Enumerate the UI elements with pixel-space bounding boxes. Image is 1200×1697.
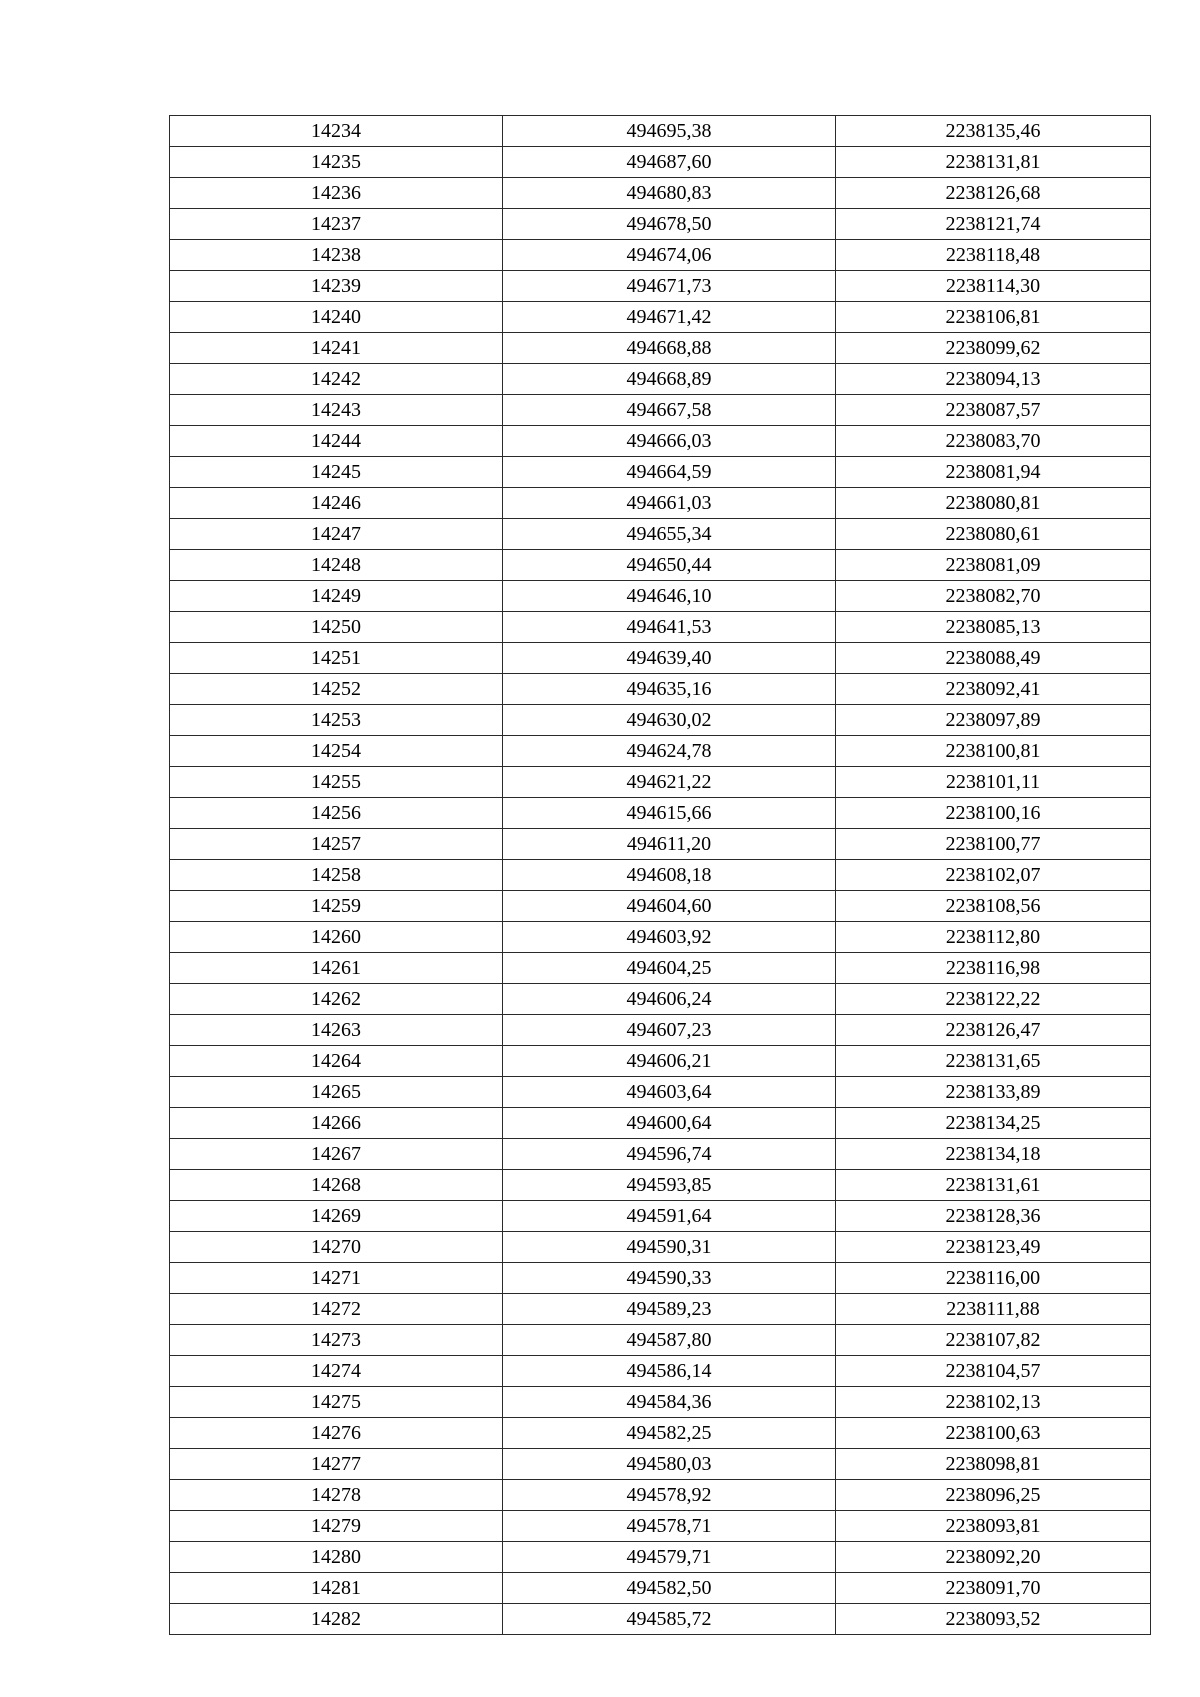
x-coordinate-cell: 494590,33 (503, 1263, 836, 1294)
table-row (170, 1604, 1151, 1635)
point-number-cell: 14268 (170, 1170, 503, 1201)
x-coordinate-cell: 494687,60 (503, 147, 836, 178)
y-coordinate-cell: 2238094,13 (836, 364, 1151, 395)
y-coordinate-cell: 2238116,00 (836, 1263, 1151, 1294)
table-row (170, 426, 1151, 457)
x-coordinate-cell: 494582,50 (503, 1573, 836, 1604)
table-row (170, 1015, 1151, 1046)
x-coordinate-cell: 494600,64 (503, 1108, 836, 1139)
y-coordinate-cell: 2238081,09 (836, 550, 1151, 581)
x-coordinate-cell: 494606,24 (503, 984, 836, 1015)
point-number-cell: 14269 (170, 1201, 503, 1232)
table-row (170, 829, 1151, 860)
x-coordinate-cell: 494585,72 (503, 1604, 836, 1635)
table-row (170, 488, 1151, 519)
y-coordinate-cell: 2238100,63 (836, 1418, 1151, 1449)
table-row (170, 1170, 1151, 1201)
point-number-cell: 14272 (170, 1294, 503, 1325)
table-row (170, 116, 1151, 147)
point-number-cell: 14236 (170, 178, 503, 209)
y-coordinate-cell: 2238096,25 (836, 1480, 1151, 1511)
table-row (170, 147, 1151, 178)
x-coordinate-cell: 494604,25 (503, 953, 836, 984)
y-coordinate-cell: 2238080,81 (836, 488, 1151, 519)
y-coordinate-cell: 2238128,36 (836, 1201, 1151, 1232)
x-coordinate-cell: 494641,53 (503, 612, 836, 643)
y-coordinate-cell: 2238088,49 (836, 643, 1151, 674)
x-coordinate-cell: 494695,38 (503, 116, 836, 147)
x-coordinate-cell: 494668,89 (503, 364, 836, 395)
table-row (170, 674, 1151, 705)
point-number-cell: 14271 (170, 1263, 503, 1294)
x-coordinate-cell: 494664,59 (503, 457, 836, 488)
point-number-cell: 14278 (170, 1480, 503, 1511)
table-row (170, 333, 1151, 364)
table-row (170, 1387, 1151, 1418)
point-number-cell: 14266 (170, 1108, 503, 1139)
table-row (170, 271, 1151, 302)
point-number-cell: 14263 (170, 1015, 503, 1046)
point-number-cell: 14280 (170, 1542, 503, 1573)
point-number-cell: 14256 (170, 798, 503, 829)
y-coordinate-cell: 2238131,65 (836, 1046, 1151, 1077)
point-number-cell: 14251 (170, 643, 503, 674)
x-coordinate-cell: 494607,23 (503, 1015, 836, 1046)
point-number-cell: 14257 (170, 829, 503, 860)
y-coordinate-cell: 2238121,74 (836, 209, 1151, 240)
y-coordinate-cell: 2238100,77 (836, 829, 1151, 860)
point-number-cell: 14237 (170, 209, 503, 240)
table-row (170, 1480, 1151, 1511)
point-number-cell: 14276 (170, 1418, 503, 1449)
y-coordinate-cell: 2238093,52 (836, 1604, 1151, 1635)
x-coordinate-cell: 494678,50 (503, 209, 836, 240)
y-coordinate-cell: 2238102,13 (836, 1387, 1151, 1418)
table-row (170, 953, 1151, 984)
x-coordinate-cell: 494604,60 (503, 891, 836, 922)
point-number-cell: 14270 (170, 1232, 503, 1263)
x-coordinate-cell: 494671,73 (503, 271, 836, 302)
point-number-cell: 14258 (170, 860, 503, 891)
y-coordinate-cell: 2238112,80 (836, 922, 1151, 953)
table-row (170, 1263, 1151, 1294)
x-coordinate-cell: 494668,88 (503, 333, 836, 364)
point-number-cell: 14244 (170, 426, 503, 457)
y-coordinate-cell: 2238092,20 (836, 1542, 1151, 1573)
table-row (170, 519, 1151, 550)
y-coordinate-cell: 2238131,61 (836, 1170, 1151, 1201)
point-number-cell: 14240 (170, 302, 503, 333)
table-row (170, 984, 1151, 1015)
x-coordinate-cell: 494630,02 (503, 705, 836, 736)
y-coordinate-cell: 2238131,81 (836, 147, 1151, 178)
x-coordinate-cell: 494667,58 (503, 395, 836, 426)
x-coordinate-cell: 494621,22 (503, 767, 836, 798)
table-row (170, 798, 1151, 829)
point-number-cell: 14235 (170, 147, 503, 178)
y-coordinate-cell: 2238083,70 (836, 426, 1151, 457)
x-coordinate-cell: 494611,20 (503, 829, 836, 860)
point-number-cell: 14242 (170, 364, 503, 395)
point-number-cell: 14274 (170, 1356, 503, 1387)
point-number-cell: 14259 (170, 891, 503, 922)
table-row (170, 860, 1151, 891)
x-coordinate-cell: 494584,36 (503, 1387, 836, 1418)
coordinates-table (169, 115, 1151, 1635)
point-number-cell: 14260 (170, 922, 503, 953)
y-coordinate-cell: 2238104,57 (836, 1356, 1151, 1387)
y-coordinate-cell: 2238133,89 (836, 1077, 1151, 1108)
x-coordinate-cell: 494639,40 (503, 643, 836, 674)
x-coordinate-cell: 494589,23 (503, 1294, 836, 1325)
x-coordinate-cell: 494580,03 (503, 1449, 836, 1480)
x-coordinate-cell: 494608,18 (503, 860, 836, 891)
x-coordinate-cell: 494615,66 (503, 798, 836, 829)
table-row (170, 395, 1151, 426)
table-row (170, 1294, 1151, 1325)
table-row (170, 1542, 1151, 1573)
x-coordinate-cell: 494635,16 (503, 674, 836, 705)
point-number-cell: 14264 (170, 1046, 503, 1077)
table-row (170, 1511, 1151, 1542)
y-coordinate-cell: 2238134,18 (836, 1139, 1151, 1170)
y-coordinate-cell: 2238100,81 (836, 736, 1151, 767)
table-row (170, 364, 1151, 395)
x-coordinate-cell: 494603,64 (503, 1077, 836, 1108)
y-coordinate-cell: 2238106,81 (836, 302, 1151, 333)
table-row (170, 457, 1151, 488)
table-row (170, 1139, 1151, 1170)
table-row (170, 1108, 1151, 1139)
table-row (170, 736, 1151, 767)
table-row (170, 891, 1151, 922)
point-number-cell: 14262 (170, 984, 503, 1015)
x-coordinate-cell: 494655,34 (503, 519, 836, 550)
y-coordinate-cell: 2238085,13 (836, 612, 1151, 643)
y-coordinate-cell: 2238123,49 (836, 1232, 1151, 1263)
table-row (170, 1046, 1151, 1077)
y-coordinate-cell: 2238118,48 (836, 240, 1151, 271)
point-number-cell: 14275 (170, 1387, 503, 1418)
y-coordinate-cell: 2238114,30 (836, 271, 1151, 302)
x-coordinate-cell: 494671,42 (503, 302, 836, 333)
point-number-cell: 14253 (170, 705, 503, 736)
point-number-cell: 14254 (170, 736, 503, 767)
y-coordinate-cell: 2238108,56 (836, 891, 1151, 922)
y-coordinate-cell: 2238099,62 (836, 333, 1151, 364)
y-coordinate-cell: 2238081,94 (836, 457, 1151, 488)
point-number-cell: 14234 (170, 116, 503, 147)
point-number-cell: 14273 (170, 1325, 503, 1356)
point-number-cell: 14255 (170, 767, 503, 798)
x-coordinate-cell: 494578,71 (503, 1511, 836, 1542)
point-number-cell: 14246 (170, 488, 503, 519)
table-row (170, 1077, 1151, 1108)
point-number-cell: 14267 (170, 1139, 503, 1170)
y-coordinate-cell: 2238135,46 (836, 116, 1151, 147)
x-coordinate-cell: 494624,78 (503, 736, 836, 767)
point-number-cell: 14247 (170, 519, 503, 550)
point-number-cell: 14252 (170, 674, 503, 705)
y-coordinate-cell: 2238126,47 (836, 1015, 1151, 1046)
table-row (170, 1325, 1151, 1356)
x-coordinate-cell: 494591,64 (503, 1201, 836, 1232)
x-coordinate-cell: 494578,92 (503, 1480, 836, 1511)
x-coordinate-cell: 494603,92 (503, 922, 836, 953)
x-coordinate-cell: 494661,03 (503, 488, 836, 519)
table-row (170, 550, 1151, 581)
table-row (170, 302, 1151, 333)
point-number-cell: 14277 (170, 1449, 503, 1480)
x-coordinate-cell: 494582,25 (503, 1418, 836, 1449)
y-coordinate-cell: 2238080,61 (836, 519, 1151, 550)
x-coordinate-cell: 494606,21 (503, 1046, 836, 1077)
table-row (170, 1418, 1151, 1449)
table-row (170, 922, 1151, 953)
table-row (170, 240, 1151, 271)
table-row (170, 1201, 1151, 1232)
point-number-cell: 14238 (170, 240, 503, 271)
point-number-cell: 14243 (170, 395, 503, 426)
x-coordinate-cell: 494579,71 (503, 1542, 836, 1573)
x-coordinate-cell: 494674,06 (503, 240, 836, 271)
x-coordinate-cell: 494593,85 (503, 1170, 836, 1201)
x-coordinate-cell: 494587,80 (503, 1325, 836, 1356)
point-number-cell: 14265 (170, 1077, 503, 1108)
x-coordinate-cell: 494590,31 (503, 1232, 836, 1263)
y-coordinate-cell: 2238101,11 (836, 767, 1151, 798)
table-row (170, 643, 1151, 674)
y-coordinate-cell: 2238100,16 (836, 798, 1151, 829)
table-row (170, 209, 1151, 240)
point-number-cell: 14250 (170, 612, 503, 643)
y-coordinate-cell: 2238092,41 (836, 674, 1151, 705)
x-coordinate-cell: 494646,10 (503, 581, 836, 612)
point-number-cell: 14241 (170, 333, 503, 364)
y-coordinate-cell: 2238111,88 (836, 1294, 1151, 1325)
y-coordinate-cell: 2238102,07 (836, 860, 1151, 891)
x-coordinate-cell: 494650,44 (503, 550, 836, 581)
y-coordinate-cell: 2238091,70 (836, 1573, 1151, 1604)
y-coordinate-cell: 2238134,25 (836, 1108, 1151, 1139)
x-coordinate-cell: 494680,83 (503, 178, 836, 209)
table-row (170, 767, 1151, 798)
point-number-cell: 14279 (170, 1511, 503, 1542)
x-coordinate-cell: 494586,14 (503, 1356, 836, 1387)
x-coordinate-cell: 494666,03 (503, 426, 836, 457)
y-coordinate-cell: 2238098,81 (836, 1449, 1151, 1480)
point-number-cell: 14281 (170, 1573, 503, 1604)
table-row (170, 705, 1151, 736)
table-row (170, 1232, 1151, 1263)
y-coordinate-cell: 2238082,70 (836, 581, 1151, 612)
table-row (170, 612, 1151, 643)
point-number-cell: 14261 (170, 953, 503, 984)
y-coordinate-cell: 2238122,22 (836, 984, 1151, 1015)
point-number-cell: 14245 (170, 457, 503, 488)
point-number-cell: 14248 (170, 550, 503, 581)
y-coordinate-cell: 2238116,98 (836, 953, 1151, 984)
y-coordinate-cell: 2238093,81 (836, 1511, 1151, 1542)
y-coordinate-cell: 2238097,89 (836, 705, 1151, 736)
coordinates-table-body (170, 116, 1151, 1635)
point-number-cell: 14282 (170, 1604, 503, 1635)
table-row (170, 1449, 1151, 1480)
table-row (170, 581, 1151, 612)
table-row (170, 178, 1151, 209)
table-row (170, 1573, 1151, 1604)
y-coordinate-cell: 2238087,57 (836, 395, 1151, 426)
x-coordinate-cell: 494596,74 (503, 1139, 836, 1170)
point-number-cell: 14249 (170, 581, 503, 612)
y-coordinate-cell: 2238126,68 (836, 178, 1151, 209)
table-row (170, 1356, 1151, 1387)
y-coordinate-cell: 2238107,82 (836, 1325, 1151, 1356)
point-number-cell: 14239 (170, 271, 503, 302)
